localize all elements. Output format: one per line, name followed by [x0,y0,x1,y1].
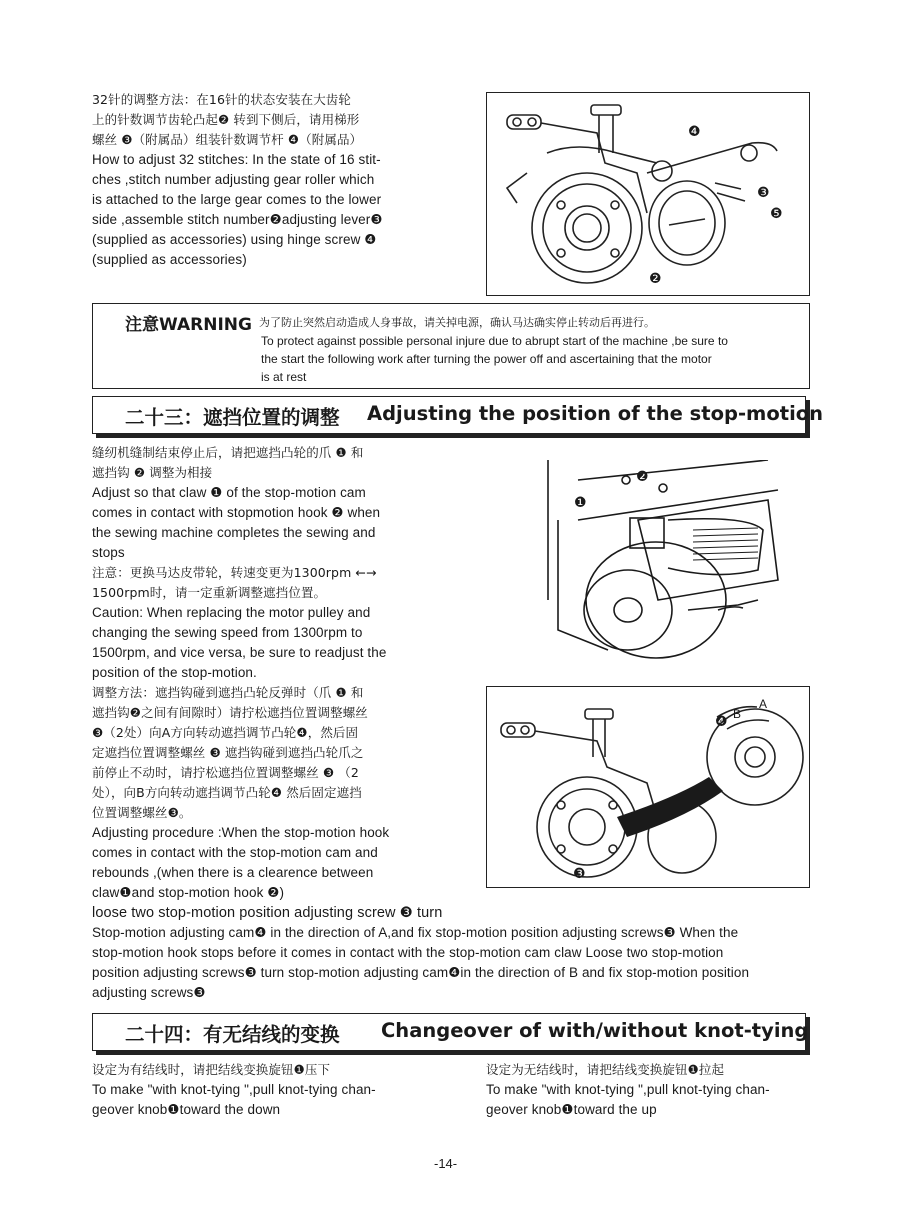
text-line: changing the sewing speed from 1300rpm to [92,625,363,640]
text-line: 位置调整螺丝❸。 [92,805,192,820]
callout-marker: ❸ [573,865,586,881]
text-line: 螺丝 ❸（附属品）组装针数调节杆 ❹（附属品） [92,132,363,147]
text-line: side ,assemble stitch number❷adjusting lever❸ [92,212,383,227]
text-line: 32针的调整方法：在16针的状态安装在大齿轮 [92,92,352,107]
text-line: rebounds ,(when there is a clearence between [92,865,374,880]
text-line: 注意：更换马达皮带轮，转速变更为1300rpm ←→ [92,565,377,580]
text-line: To make "with knot-tying ",pull knot-tying chan- [92,1082,376,1097]
warning-en-text [261,332,728,386]
text-line: (supplied as accessories) using hinge screw ❹ [92,232,377,247]
text-line: 缝纫机缝制结束停止后，请把遮挡凸轮的爪 ❶ 和 [92,445,364,460]
knot-right-block [486,1060,770,1120]
text-line: 设定为无结线时，请把结线变换旋钮❶拉起 [486,1062,725,1077]
stitch-gear-figure [486,92,810,296]
stop-motion-adjust-drawing [487,687,809,887]
text-line: claw❶and stop-motion hook ❷) [92,885,285,900]
heading-en: Changeover of with/without knot-tying [381,1019,809,1042]
warning-line: the start the following work after turning the power off and ascertaining that the motor [261,352,712,366]
warning-cn-text: 为了防止突然启动造成人身事故，请关掉电源，确认马达确实停止转动后再进行。 [259,316,655,329]
callout-marker: ❹ [715,713,728,729]
warning-title: 注意WARNING [125,315,252,335]
callout-marker: ❷ [636,468,649,484]
text-line: loose two stop-motion position adjusting screw ❸ turn [92,905,443,921]
callout-marker: ❷ [649,270,662,286]
heading-cn: 二十三：遮挡位置的调整 [125,406,340,429]
page-number: -14- [434,1156,458,1171]
text-line: position adjusting screws❸ turn stop-motion adjusting cam❹in the direction of B and fix stop-motion position [92,965,750,980]
text-line: Adjust so that claw ❶ of the stop-motion cam [92,485,366,500]
text-line: 遮挡钩 ❷ 调整为相接 [92,465,213,480]
text-line: geover knob❶toward the up [486,1102,657,1117]
callout-letter: B [733,707,742,721]
text-line: 遮挡钩❷之间有间隙时）请拧松遮挡位置调整螺丝 [92,705,368,720]
text-line: How to adjust 32 stitches: In the state of 16 stit- [92,152,381,167]
callout-letter: A [759,697,768,711]
text-line: the sewing machine completes the sewing and [92,525,376,540]
stop-motion-adjust-figure [486,686,810,888]
text-line: Caution: When replacing the motor pulley and [92,605,371,620]
text-line: 前停止不动时，请拧松遮挡位置调整螺丝 ❸ （2 [92,765,359,780]
text-line: 上的针数调节齿轮凸起❷ 转到下侧后，请用梯形 [92,112,360,127]
text-line: 定遮挡位置调整螺丝 ❸ 遮挡钩碰到遮挡凸轮爪之 [92,745,364,760]
callout-marker: ❺ [770,205,783,221]
text-line: 1500rpm时，请一定重新调整遮挡位置。 [92,585,327,600]
warning-box [92,303,810,389]
section-heading-23 [92,396,824,434]
text-line: 1500rpm, and vice versa, be sure to readjust the [92,645,387,660]
text-line: 设定为有结线时，请把结线变换旋钮❶压下 [92,1062,331,1077]
text-line: (supplied as accessories) [92,252,247,267]
stop-motion-cam-figure [518,460,818,660]
callout-marker: ❹ [688,123,701,139]
text-line: ches ,stitch number adjusting gear roller which [92,172,375,187]
stitch-text-block [92,90,383,270]
callout-marker: ❸ [757,184,770,200]
text-line: 调整方法：遮挡钩碰到遮挡凸轮反弹时（爪 ❶ 和 [92,685,364,700]
knot-left-block [92,1060,376,1120]
text-line: Adjusting procedure :When the stop-motion hook [92,825,390,840]
text-line: stops [92,545,125,560]
text-line: Stop-motion adjusting cam❹ in the direction of A,and fix stop-motion position adjusting screws❸ When the [92,925,739,940]
text-line: stop-motion hook stops before it comes in contact with the stop-motion cam claw Loose two stop-motion [92,945,724,960]
text-line: comes in contact with the stop-motion cam and [92,845,378,860]
text-line: is attached to the large gear comes to the lower [92,192,382,207]
text-line: To make "with knot-tying ",pull knot-tying chan- [486,1082,770,1097]
text-line: geover knob❶toward the down [92,1102,281,1117]
warning-line: To protect against possible personal injure due to abrupt start of the machine ,be sure to [261,334,728,348]
text-line: adjusting screws❸ [92,985,206,1000]
heading-cn: 二十四：有无结线的变换 [125,1023,340,1046]
heading-en: Adjusting the position of the stop-motion [367,402,824,425]
callout-marker: ❶ [574,494,587,510]
stop-motion-cam-drawing [518,460,818,660]
text-line: ❸（2处）向A方向转动遮挡调节凸轮❹，然后固 [92,725,359,740]
text-line: position of the stop-motion. [92,665,257,680]
section-heading-24 [92,1013,809,1051]
warning-line: is at rest [261,370,307,384]
text-line: comes in contact with stopmotion hook ❷ when [92,505,381,520]
text-line: 处），向B方向转动遮挡调节凸轮❹ 然后固定遮挡 [92,785,362,800]
